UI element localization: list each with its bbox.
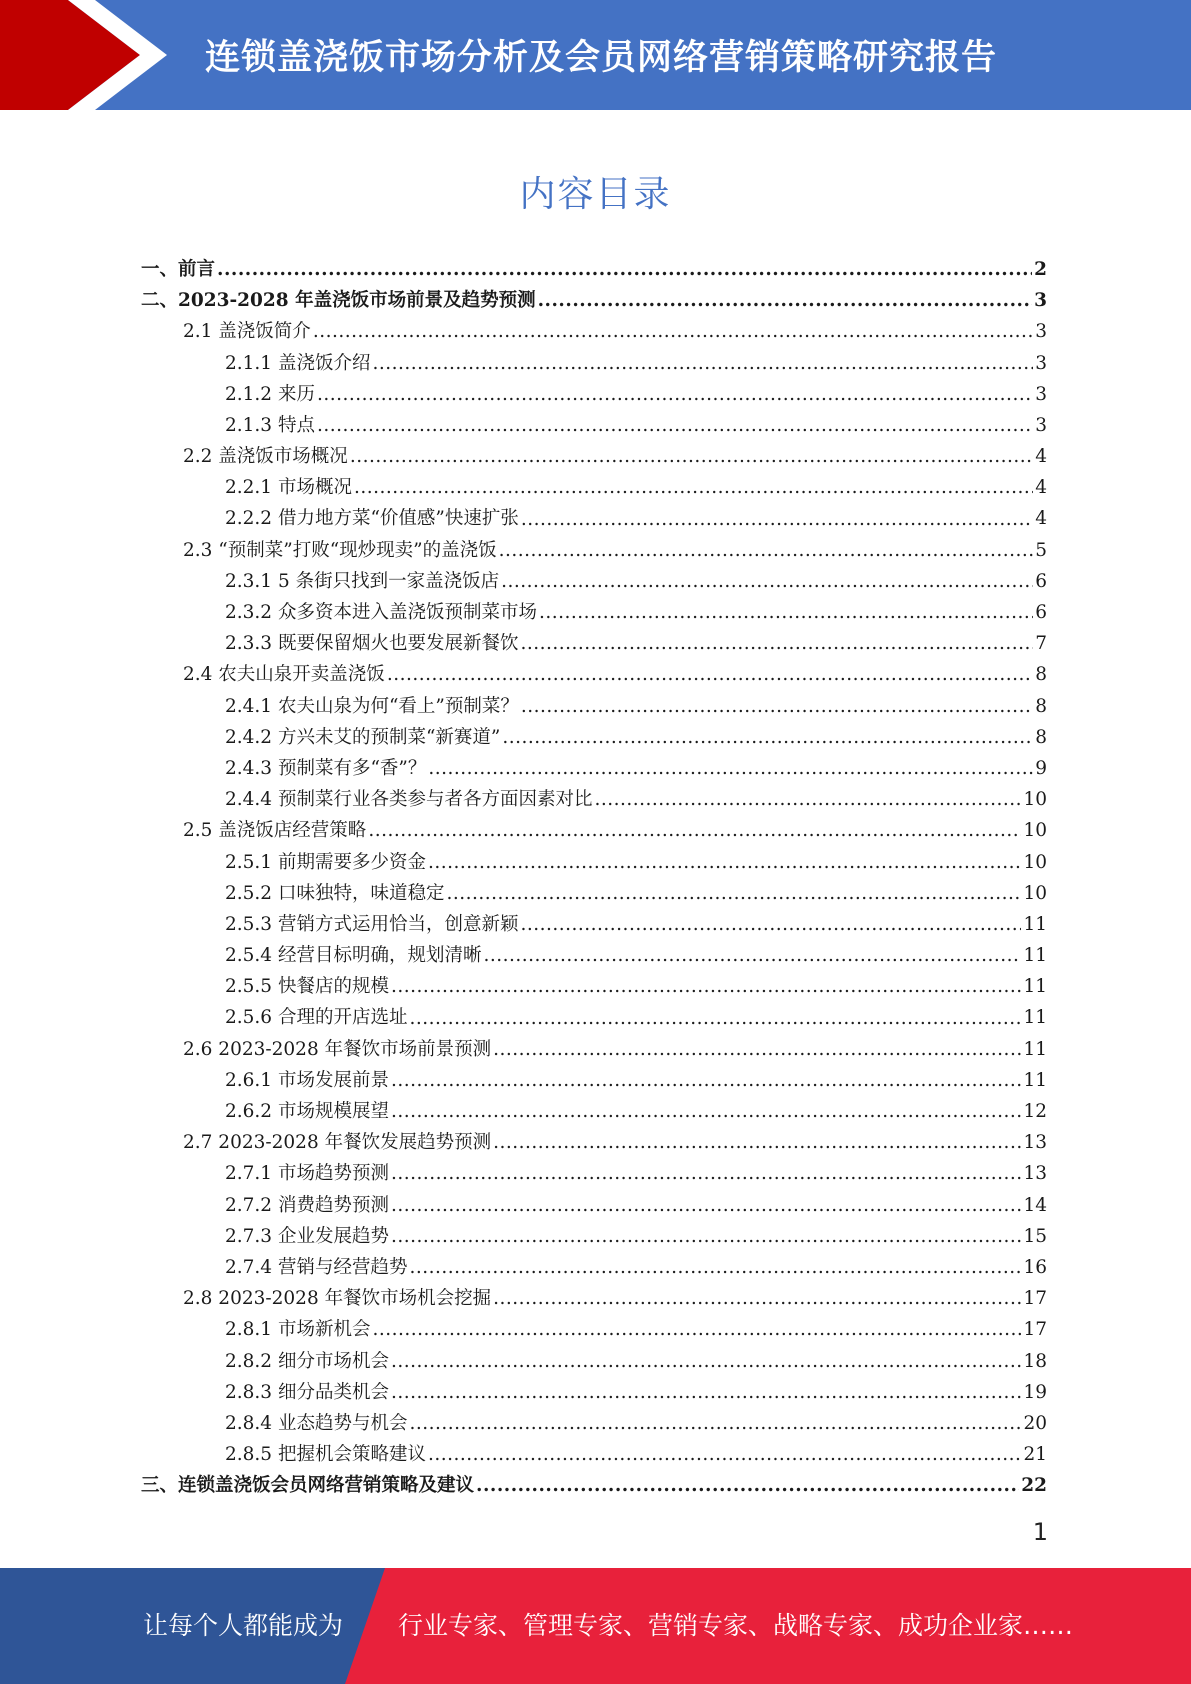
- toc-dot-leader: [317, 410, 1033, 441]
- toc-entry-page: 4: [1035, 446, 1047, 468]
- toc-dot-leader: [368, 815, 1021, 846]
- toc-entry[interactable]: [141, 254, 1047, 285]
- toc-dot-leader: [391, 1158, 1021, 1189]
- toc-heading: 内容目录: [519, 174, 672, 215]
- toc-dot-leader: [391, 1221, 1021, 1252]
- toc-entry[interactable]: [141, 1470, 1047, 1501]
- toc-dot-leader: [493, 1127, 1021, 1158]
- toc-entry-page: 3: [1035, 321, 1047, 343]
- toc-dot-leader: [501, 566, 1033, 597]
- toc-entry-page: 10: [1023, 882, 1047, 904]
- toc-entry[interactable]: [141, 1439, 1047, 1470]
- toc-entry-title: 2.5.3 营销方式运用恰当，创意新颖: [225, 913, 519, 935]
- toc-dot-leader: [428, 1439, 1021, 1470]
- toc-entry[interactable]: [141, 566, 1047, 597]
- toc-entry-title: 2.5.1 前期需要多少资金: [225, 851, 426, 873]
- toc-entry[interactable]: [141, 316, 1047, 347]
- toc-entry-page: 3: [1035, 414, 1047, 436]
- toc-dot-leader: [391, 1190, 1021, 1221]
- toc-entry[interactable]: [141, 1096, 1047, 1127]
- toc-dot-leader: [350, 441, 1033, 472]
- report-title: 连锁盖浇饭市场分析及会员网络营销策略研究报告: [205, 38, 998, 78]
- toc-entry[interactable]: [141, 1065, 1047, 1096]
- toc-entry-title: 2.5.2 口味独特，味道稳定: [225, 882, 445, 904]
- toc-entry[interactable]: [141, 535, 1047, 566]
- toc-entry-page: 15: [1023, 1225, 1047, 1247]
- toc-entry-page: 6: [1035, 570, 1047, 592]
- toc-entry-page: 5: [1035, 539, 1047, 561]
- toc-dot-leader: [217, 254, 1032, 285]
- toc-dot-leader: [428, 753, 1033, 784]
- toc-entry-title: 2.2.1 市场概况: [225, 477, 352, 499]
- toc-entry-page: 7: [1035, 633, 1047, 655]
- toc-entry-title: 2.3.1 5 条街只找到一家盖浇饭店: [225, 570, 500, 592]
- toc-entry[interactable]: [141, 847, 1047, 878]
- toc-entry-title: 2.5.4 经营目标明确，规划清晰: [225, 945, 482, 967]
- toc-dot-leader: [446, 878, 1021, 909]
- toc-entry-title: 2.5.5 快餐店的规模: [225, 976, 389, 998]
- toc-entry-title: 2.8.3 细分品类机会: [225, 1381, 389, 1403]
- toc-entry-title: 一、前言: [141, 258, 216, 280]
- toc-entry-title: 2.7 2023-2028 年餐饮发展趋势预测: [183, 1132, 492, 1154]
- page-number: 1: [1032, 1518, 1048, 1546]
- toc-entry-page: 11: [1023, 1069, 1047, 1091]
- toc-dot-leader: [409, 1003, 1021, 1034]
- toc-entry-page: 11: [1023, 1007, 1047, 1029]
- toc-dot-leader: [476, 1470, 1019, 1501]
- toc-entry[interactable]: [141, 1314, 1047, 1345]
- toc-entry-page: 11: [1023, 945, 1047, 967]
- toc-entry[interactable]: [141, 1377, 1047, 1408]
- toc-entry-title: 2.5.6 合理的开店选址: [225, 1007, 408, 1029]
- toc-dot-leader: [409, 1252, 1021, 1283]
- toc-entry-title: 2.8 2023-2028 年餐饮市场机会挖掘: [183, 1288, 492, 1310]
- toc-entry[interactable]: [141, 1346, 1047, 1377]
- toc-entry-page: 20: [1023, 1412, 1047, 1434]
- toc-entry-page: 19: [1023, 1381, 1047, 1403]
- toc-entry[interactable]: [141, 815, 1047, 846]
- toc-entry-page: 13: [1023, 1132, 1047, 1154]
- toc-dot-leader: [521, 691, 1033, 722]
- toc-dot-leader: [493, 1034, 1021, 1065]
- toc-entry-page: 12: [1023, 1101, 1047, 1123]
- toc-dot-leader: [391, 1377, 1021, 1408]
- toc-entry[interactable]: [141, 1127, 1047, 1158]
- toc-entry-page: 6: [1035, 602, 1047, 624]
- toc-entry-title: 2.8.4 业态趋势与机会: [225, 1412, 408, 1434]
- toc-dot-leader: [520, 628, 1033, 659]
- toc-dot-leader: [317, 379, 1033, 410]
- toc-entry[interactable]: [141, 1252, 1047, 1283]
- table-of-contents: [141, 254, 1047, 1502]
- toc-dot-leader: [391, 971, 1021, 1002]
- toc-entry[interactable]: [141, 971, 1047, 1002]
- toc-entry[interactable]: [141, 753, 1047, 784]
- toc-dot-leader: [483, 940, 1021, 971]
- toc-dot-leader: [372, 1314, 1021, 1345]
- toc-entry-title: 2.1.3 特点: [225, 414, 315, 436]
- toc-entry-title: 2.1.2 来历: [225, 383, 315, 405]
- toc-entry-title: 2.7.3 企业发展趋势: [225, 1225, 389, 1247]
- toc-entry-page: 3: [1035, 383, 1047, 405]
- toc-entry[interactable]: [141, 1158, 1047, 1189]
- toc-entry-page: 9: [1035, 757, 1047, 779]
- toc-entry-page: 16: [1023, 1256, 1047, 1278]
- toc-entry-title: 2.6 2023-2028 年餐饮市场前景预测: [183, 1038, 492, 1060]
- toc-entry[interactable]: [141, 1190, 1047, 1221]
- toc-entry[interactable]: [141, 1003, 1047, 1034]
- toc-entry[interactable]: [141, 379, 1047, 410]
- footer-slogan-lead: 让每个人都能成为: [143, 1611, 344, 1640]
- toc-entry[interactable]: [141, 1283, 1047, 1314]
- toc-entry-title: 2.1 盖浇饭简介: [183, 321, 311, 343]
- toc-entry-title: 2.7.1 市场趋势预测: [225, 1163, 389, 1185]
- toc-entry[interactable]: [141, 504, 1047, 535]
- toc-entry-title: 二、2023-2028 年盖浇饭市场前景及趋势预测: [141, 290, 536, 312]
- toc-entry-title: 2.7.4 营销与经营趋势: [225, 1256, 408, 1278]
- toc-entry[interactable]: [141, 410, 1047, 441]
- toc-entry-page: 14: [1023, 1194, 1047, 1216]
- toc-entry-page: 10: [1023, 820, 1047, 842]
- toc-entry-title: 2.7.2 消费趋势预测: [225, 1194, 389, 1216]
- toc-entry-page: 4: [1035, 508, 1047, 530]
- toc-entry[interactable]: [141, 940, 1047, 971]
- toc-entry-page: 3: [1034, 290, 1047, 312]
- toc-entry-page: 2: [1034, 258, 1047, 280]
- toc-entry-title: 三、连锁盖浇饭会员网络营销策略及建议: [141, 1475, 475, 1497]
- toc-entry-page: 11: [1023, 913, 1047, 935]
- toc-dot-leader: [499, 535, 1034, 566]
- toc-entry-title: 2.8.1 市场新机会: [225, 1319, 371, 1341]
- toc-dot-leader: [520, 909, 1021, 940]
- footer-slogan-roles: 行业专家、管理专家、营销专家、战略专家、成功企业家……: [398, 1611, 1074, 1640]
- toc-entry[interactable]: [141, 909, 1047, 940]
- toc-entry-title: 2.1.1 盖浇饭介绍: [225, 352, 371, 374]
- toc-entry[interactable]: [141, 628, 1047, 659]
- toc-dot-leader: [428, 847, 1021, 878]
- toc-dot-leader: [521, 504, 1033, 535]
- toc-entry-page: 22: [1021, 1475, 1047, 1497]
- toc-dot-leader: [387, 659, 1033, 690]
- toc-dot-leader: [594, 784, 1021, 815]
- toc-entry-title: 2.3 “预制菜”打败“现炒现卖”的盖浇饭: [183, 539, 497, 561]
- toc-entry-title: 2.4.2 方兴未艾的预制菜“新赛道”: [225, 726, 501, 748]
- toc-entry-title: 2.6.2 市场规模展望: [225, 1101, 389, 1123]
- toc-entry-title: 2.4.3 预制菜有多“香”？: [225, 757, 427, 779]
- toc-entry[interactable]: [141, 1408, 1047, 1439]
- report-header-banner: [0, 0, 1191, 110]
- toc-entry-page: 8: [1035, 695, 1047, 717]
- toc-entry[interactable]: [141, 597, 1047, 628]
- toc-dot-leader: [391, 1065, 1021, 1096]
- toc-entry-page: 8: [1035, 664, 1047, 686]
- toc-entry[interactable]: [141, 659, 1047, 690]
- toc-entry[interactable]: [141, 285, 1047, 316]
- toc-entry[interactable]: [141, 722, 1047, 753]
- toc-entry-title: 2.4.1 农夫山泉为何“看上”预制菜？: [225, 695, 519, 717]
- toc-entry[interactable]: [141, 348, 1047, 379]
- toc-entry-title: 2.2 盖浇饭市场概况: [183, 446, 348, 468]
- toc-dot-leader: [539, 597, 1033, 628]
- toc-entry-page: 8: [1035, 726, 1047, 748]
- toc-entry-title: 2.6.1 市场发展前景: [225, 1069, 389, 1091]
- footer-banner: [0, 1568, 1191, 1684]
- toc-entry[interactable]: [141, 441, 1047, 472]
- toc-dot-leader: [391, 1346, 1021, 1377]
- toc-entry-page: 3: [1035, 352, 1047, 374]
- toc-entry-title: 2.3.3 既要保留烟火也要发展新餐饮: [225, 633, 519, 655]
- toc-entry-page: 18: [1023, 1350, 1047, 1372]
- toc-entry-page: 21: [1023, 1444, 1047, 1466]
- toc-entry-page: 11: [1023, 976, 1047, 998]
- toc-entry-title: 2.5 盖浇饭店经营策略: [183, 820, 367, 842]
- toc-dot-leader: [354, 472, 1033, 503]
- toc-entry-title: 2.4 农夫山泉开卖盖浇饭: [183, 664, 385, 686]
- toc-entry-title: 2.2.2 借力地方菜“价值感”快速扩张: [225, 508, 519, 530]
- toc-dot-leader: [493, 1283, 1021, 1314]
- toc-entry-page: 13: [1023, 1163, 1047, 1185]
- toc-entry-page: 11: [1023, 1038, 1047, 1060]
- toc-entry[interactable]: [141, 878, 1047, 909]
- toc-dot-leader: [391, 1096, 1021, 1127]
- toc-dot-leader: [409, 1408, 1021, 1439]
- toc-dot-leader: [538, 285, 1033, 316]
- toc-entry-page: 4: [1035, 477, 1047, 499]
- toc-entry-title: 2.4.4 预制菜行业各类参与者各方面因素对比: [225, 789, 593, 811]
- toc-entry-page: 17: [1023, 1288, 1047, 1310]
- toc-dot-leader: [502, 722, 1033, 753]
- toc-entry[interactable]: [141, 691, 1047, 722]
- toc-entry[interactable]: [141, 1221, 1047, 1252]
- toc-entry-page: 10: [1023, 789, 1047, 811]
- toc-entry[interactable]: [141, 784, 1047, 815]
- toc-dot-leader: [313, 316, 1033, 347]
- toc-entry-page: 10: [1023, 851, 1047, 873]
- toc-dot-leader: [372, 348, 1033, 379]
- toc-entry-title: 2.8.5 把握机会策略建议: [225, 1444, 426, 1466]
- toc-entry[interactable]: [141, 1034, 1047, 1065]
- toc-entry[interactable]: [141, 472, 1047, 503]
- toc-entry-page: 17: [1023, 1319, 1047, 1341]
- toc-entry-title: 2.3.2 众多资本进入盖浇饭预制菜市场: [225, 602, 537, 624]
- toc-entry-title: 2.8.2 细分市场机会: [225, 1350, 389, 1372]
